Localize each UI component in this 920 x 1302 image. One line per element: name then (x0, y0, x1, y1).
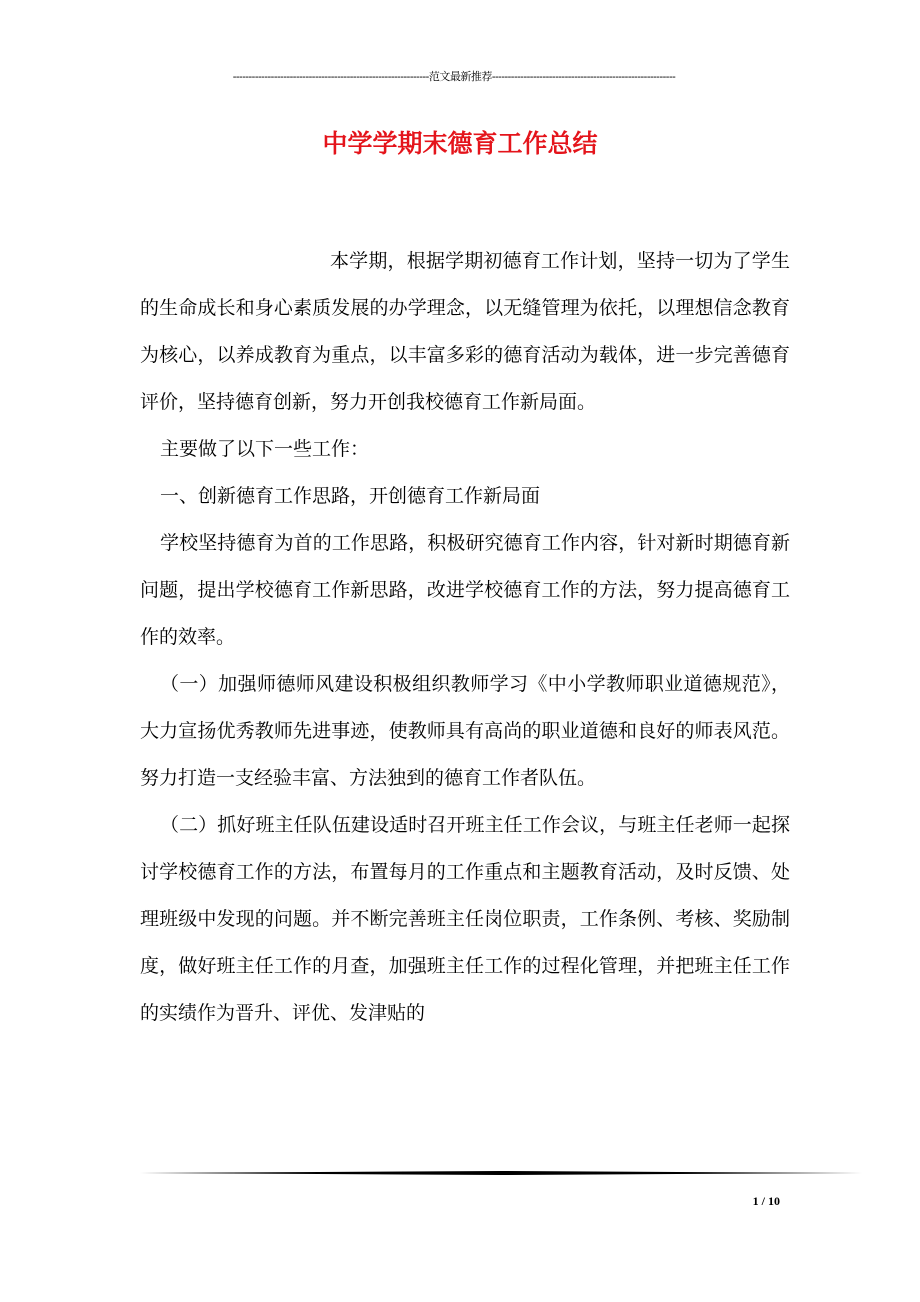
paragraph-summary-lead: 主要做了以下一些工作： (160, 438, 370, 460)
paragraph-subsection-2: （二）抓好班主任队伍建设适时召开班主任工作会议，与班主任老师一起探讨学校德育工作的方法，布置每月的工作重点和主题教育活动，及时反馈、处理班级中发现的问题。并不断完善班主任岗位职责，工作条例、考核、奖励制度，做好班主任工作的月查，加强班主任工作的过程化管理，并把班主任工作的实绩作为晋升、评优、发津贴的 (140, 814, 790, 1024)
page-number: 1 / 10 (752, 1194, 780, 1208)
section-heading-1: 一、创新德育工作思路，开创德育工作新局面 (160, 485, 541, 507)
paragraph-subsection-1: （一）加强师德师风建设积极组织教师学习《中小学教师职业道德规范》，大力宣扬优秀教师先进事迹，使教师具有高尚的职业道德和良好的师表风范。努力打造一支经验丰富、方法独到的德育工作者队伍。 (140, 673, 790, 789)
header-dashes-right: ---------------------------------------------------------- (491, 71, 676, 83)
header-dashes-left: -------------------------------------------------------------- (232, 71, 429, 83)
document-title: 中学学期末德育工作总结 (322, 129, 598, 158)
document-body (140, 238, 790, 1037)
page-header (140, 68, 768, 84)
header-label: 范文最新推荐 (428, 71, 492, 83)
paragraph-section-1: 学校坚持德育为首的工作思路，积极研究德育工作内容，针对新时期德育新问题，提出学校德育工作新思路，改进学校德育工作的方法，努力提高德育工作的效率。 (140, 532, 790, 648)
footer-rule (140, 1171, 862, 1175)
paragraph-intro: 本学期，根据学期初德育工作计划，坚持一切为了学生的生命成长和身心素质发展的办学理念，以无缝管理为依托，以理想信念教育为核心，以养成教育为重点，以丰富多彩的德育活动为载体，进一步完善德育评价，坚持德育创新，努力开创我校德育工作新局面。 (140, 250, 790, 413)
